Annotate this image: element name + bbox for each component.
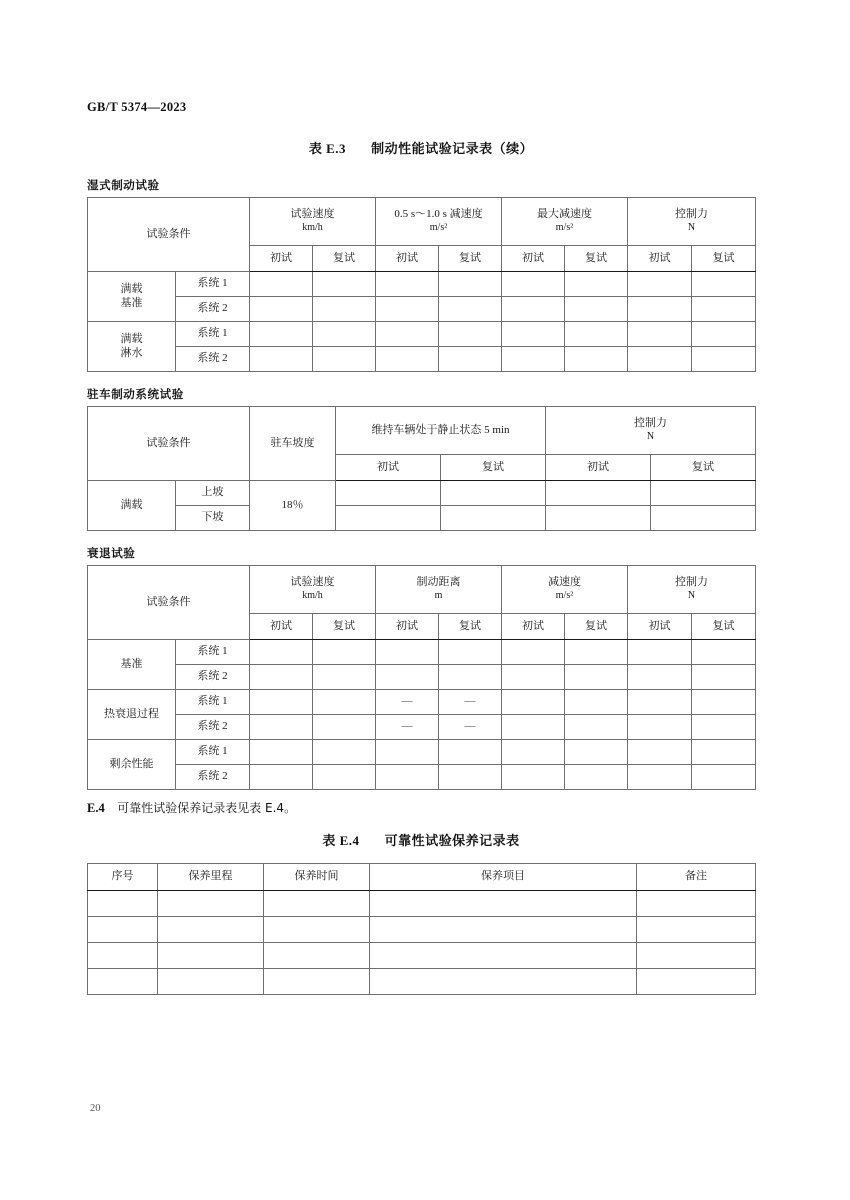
wet-brake-system-label: 系统 2 (176, 347, 250, 372)
data-cell[interactable] (502, 665, 565, 690)
fade-test-col-control-force-unit: N (687, 590, 696, 602)
fade-test-system-label: 系统 1 (176, 640, 250, 665)
fade-test-subheader: 复试 (692, 614, 756, 640)
data-cell[interactable] (637, 891, 756, 917)
table-row (88, 506, 756, 531)
data-cell[interactable] (439, 765, 502, 790)
data-cell[interactable] (250, 322, 313, 347)
data-cell[interactable] (313, 665, 376, 690)
fade-test-system-label: 系统 2 (176, 665, 250, 690)
data-cell[interactable] (637, 943, 756, 969)
data-cell[interactable] (376, 740, 439, 765)
table-e3-caption (87, 138, 755, 157)
data-cell[interactable] (370, 943, 637, 969)
data-cell[interactable] (370, 969, 637, 995)
data-cell[interactable] (158, 891, 264, 917)
wet-brake-system-label: 系统 2 (176, 297, 250, 322)
fade-test-col-control-force (628, 566, 756, 614)
table-row (88, 765, 756, 790)
wet-brake-col-max-decel-title: 最大减速度 (537, 208, 592, 221)
wet-brake-row-group-label-line2: 淋水 (120, 346, 143, 359)
maintenance-record-table (87, 863, 756, 995)
data-cell[interactable] (502, 272, 565, 297)
data-cell[interactable] (250, 715, 313, 740)
wet-brake-col-decel-window-unit: m/s² (429, 222, 448, 234)
data-cell[interactable] (651, 506, 756, 531)
fade-test-col-distance-title: 制动距离 (416, 576, 461, 589)
data-cell[interactable] (628, 640, 692, 665)
wet-brake-subheader: 初试 (502, 246, 565, 272)
wet-brake-subheader: 复试 (565, 246, 628, 272)
table-row (88, 891, 756, 917)
table-row (88, 917, 756, 943)
data-cell[interactable] (637, 917, 756, 943)
parking-brake-table (87, 406, 756, 531)
data-cell[interactable] (692, 322, 756, 347)
fade-test-table (87, 565, 756, 790)
wet-brake-col-speed (250, 198, 376, 246)
data-cell[interactable] (264, 917, 370, 943)
data-cell[interactable] (313, 347, 376, 372)
data-cell[interactable] (370, 891, 637, 917)
data-cell[interactable] (88, 943, 158, 969)
fade-test-subheader: 初试 (376, 614, 439, 640)
fade-test-row-group-label: 剩余性能 (88, 740, 176, 790)
data-cell[interactable] (439, 740, 502, 765)
data-cell[interactable] (692, 272, 756, 297)
wet-brake-row-group-label (88, 272, 176, 322)
wet-brake-col-max-decel (502, 198, 628, 246)
maintenance-header-remark: 备注 (637, 864, 756, 891)
data-cell[interactable] (692, 740, 756, 765)
data-cell[interactable] (336, 481, 441, 506)
fade-test-system-label: 系统 2 (176, 765, 250, 790)
data-cell[interactable] (565, 297, 628, 322)
data-cell[interactable] (158, 917, 264, 943)
wet-brake-row-group-label-line1: 满载 (120, 282, 143, 295)
data-cell[interactable] (264, 891, 370, 917)
fade-test-col-decel-title: 减速度 (548, 576, 581, 589)
maintenance-header-time: 保养时间 (264, 864, 370, 891)
parking-brake-condition-header: 试验条件 (88, 407, 250, 481)
wet-brake-row-group-label-line1: 满载 (120, 332, 143, 345)
data-cell[interactable] (250, 665, 313, 690)
data-cell[interactable] (313, 690, 376, 715)
data-cell[interactable] (565, 322, 628, 347)
data-cell[interactable] (376, 347, 439, 372)
table-row (88, 640, 756, 665)
data-cell[interactable] (628, 690, 692, 715)
data-cell[interactable] (502, 322, 565, 347)
data-cell[interactable] (250, 272, 313, 297)
fade-test-row-group-label: 基准 (88, 640, 176, 690)
data-cell[interactable] (439, 272, 502, 297)
data-cell[interactable] (546, 506, 651, 531)
data-cell[interactable] (376, 640, 439, 665)
table-row (88, 481, 756, 506)
data-cell[interactable] (370, 917, 637, 943)
table-row (88, 322, 756, 347)
wet-brake-subheader: 初试 (376, 246, 439, 272)
table-row (88, 297, 756, 322)
wet-brake-col-decel-window (376, 198, 502, 246)
parking-brake-hold-header: 维持车辆处于静止状态 5 min (336, 407, 546, 455)
data-cell[interactable] (628, 322, 692, 347)
data-cell[interactable] (637, 969, 756, 995)
data-cell[interactable] (313, 740, 376, 765)
data-cell[interactable] (628, 665, 692, 690)
data-cell[interactable] (376, 765, 439, 790)
parking-brake-subheader: 初试 (336, 455, 441, 481)
parking-brake-subheader: 初试 (546, 455, 651, 481)
data-cell[interactable] (651, 481, 756, 506)
data-cell[interactable] (313, 322, 376, 347)
table-e4-caption-title: 可靠性试验保养记录表 (384, 834, 520, 849)
fade-test-system-label: 系统 1 (176, 690, 250, 715)
wet-brake-col-max-decel-unit: m/s² (555, 222, 574, 234)
parking-brake-slope-value: 18％ (250, 481, 336, 531)
maintenance-header-mileage: 保养里程 (158, 864, 264, 891)
data-cell[interactable] (502, 347, 565, 372)
parking-brake-direction-label: 下坡 (176, 506, 250, 531)
standard-number-header: GB/T 5374—2023 (87, 100, 187, 114)
maintenance-header-item: 保养项目 (370, 864, 637, 891)
table-e4-caption (87, 830, 755, 849)
data-cell[interactable] (158, 969, 264, 995)
data-cell[interactable] (376, 665, 439, 690)
data-cell-not-applicable: — (376, 715, 439, 740)
data-cell[interactable] (250, 347, 313, 372)
wet-brake-col-decel-window-title: 0.5 s～1.0 s 减速度 (394, 208, 483, 221)
fade-test-col-distance (376, 566, 502, 614)
section-e4-paragraph (87, 799, 755, 816)
fade-test-subheader: 复试 (565, 614, 628, 640)
data-cell[interactable] (502, 765, 565, 790)
data-cell[interactable] (692, 347, 756, 372)
parking-brake-force-header-unit: N (646, 431, 655, 443)
data-cell[interactable] (692, 715, 756, 740)
fade-test-col-distance-unit: m (434, 590, 443, 602)
table-row (88, 943, 756, 969)
fade-test-col-decel-unit: m/s² (555, 590, 574, 602)
data-cell[interactable] (692, 297, 756, 322)
data-cell[interactable] (565, 690, 628, 715)
data-cell[interactable] (439, 322, 502, 347)
table-row (88, 969, 756, 995)
data-cell[interactable] (264, 969, 370, 995)
data-cell[interactable] (565, 715, 628, 740)
fade-test-col-speed-title: 试验速度 (290, 576, 335, 589)
data-cell-not-applicable: — (376, 690, 439, 715)
data-cell[interactable] (250, 640, 313, 665)
table-e4-caption-prefix: 表 E.4 (322, 833, 360, 848)
wet-brake-col-speed-title: 试验速度 (290, 208, 335, 221)
fade-test-system-label: 系统 2 (176, 715, 250, 740)
data-cell[interactable] (441, 506, 546, 531)
fade-test-subheader: 复试 (313, 614, 376, 640)
parking-brake-force-header (546, 407, 756, 455)
fade-test-section-label: 衰退试验 (87, 546, 136, 560)
data-cell[interactable] (313, 715, 376, 740)
fade-test-subheader: 初试 (628, 614, 692, 640)
wet-brake-table (87, 197, 756, 372)
data-cell[interactable] (565, 765, 628, 790)
data-cell[interactable] (565, 665, 628, 690)
parking-brake-subheader: 复试 (651, 455, 756, 481)
page-number: 20 (90, 1103, 101, 1114)
table-e3-caption-prefix: 表 E.3 (308, 141, 346, 156)
fade-test-row-group-label: 热衰退过程 (88, 690, 176, 740)
fade-test-subheader: 初试 (502, 614, 565, 640)
data-cell[interactable] (250, 765, 313, 790)
data-cell[interactable] (250, 297, 313, 322)
wet-brake-col-control-force-unit: N (687, 222, 696, 234)
data-cell[interactable] (336, 506, 441, 531)
fade-test-col-speed-unit: km/h (302, 590, 323, 602)
data-cell-not-applicable: — (439, 715, 502, 740)
section-e4-number: E.4 (87, 801, 105, 815)
parking-brake-row-label: 满载 (88, 481, 176, 531)
parking-brake-direction-label: 上坡 (176, 481, 250, 506)
data-cell[interactable] (439, 297, 502, 322)
wet-brake-system-label: 系统 1 (176, 272, 250, 297)
data-cell[interactable] (502, 690, 565, 715)
data-cell[interactable] (628, 272, 692, 297)
data-cell[interactable] (158, 943, 264, 969)
data-cell[interactable] (88, 917, 158, 943)
data-cell[interactable] (565, 740, 628, 765)
data-cell[interactable] (313, 297, 376, 322)
data-cell[interactable] (264, 943, 370, 969)
data-cell[interactable] (88, 969, 158, 995)
data-cell[interactable] (313, 272, 376, 297)
data-cell[interactable] (628, 347, 692, 372)
data-cell[interactable] (502, 297, 565, 322)
data-cell[interactable] (376, 322, 439, 347)
parking-brake-force-header-title: 控制力 (634, 417, 667, 430)
data-cell[interactable] (565, 640, 628, 665)
data-cell[interactable] (692, 765, 756, 790)
wet-brake-subheader: 初试 (250, 246, 313, 272)
wet-brake-section-label: 湿式制动试验 (87, 178, 160, 192)
data-cell[interactable] (546, 481, 651, 506)
parking-brake-section-label: 驻车制动系统试验 (87, 387, 184, 401)
wet-brake-subheader: 初试 (628, 246, 692, 272)
fade-test-subheader: 初试 (250, 614, 313, 640)
data-cell[interactable] (692, 640, 756, 665)
fade-test-condition-header: 试验条件 (88, 566, 250, 640)
maintenance-header-index: 序号 (88, 864, 158, 891)
table-row (88, 690, 756, 715)
data-cell[interactable] (628, 715, 692, 740)
data-cell[interactable] (628, 765, 692, 790)
table-e3-caption-title: 制动性能试验记录表（续） (371, 142, 534, 157)
data-cell[interactable] (502, 640, 565, 665)
wet-brake-col-speed-unit: km/h (302, 222, 323, 234)
data-cell[interactable] (250, 690, 313, 715)
data-cell[interactable] (313, 765, 376, 790)
data-cell[interactable] (628, 297, 692, 322)
fade-test-subheader: 复试 (439, 614, 502, 640)
wet-brake-subheader: 复试 (313, 246, 376, 272)
table-row (88, 665, 756, 690)
section-e4-text: 可靠性试验保养记录表见表 E.4。 (117, 801, 297, 815)
table-row (88, 715, 756, 740)
parking-brake-slope-header: 驻车坡度 (250, 407, 336, 481)
data-cell[interactable] (376, 272, 439, 297)
wet-brake-subheader: 复试 (692, 246, 756, 272)
wet-brake-col-control-force (628, 198, 756, 246)
wet-brake-system-label: 系统 1 (176, 322, 250, 347)
data-cell[interactable] (502, 715, 565, 740)
data-cell[interactable] (692, 665, 756, 690)
wet-brake-col-control-force-title: 控制力 (675, 208, 708, 221)
data-cell[interactable] (502, 740, 565, 765)
data-cell[interactable] (376, 297, 439, 322)
data-cell[interactable] (692, 690, 756, 715)
data-cell[interactable] (250, 740, 313, 765)
table-row (88, 740, 756, 765)
fade-test-col-control-force-title: 控制力 (675, 576, 708, 589)
table-row (88, 347, 756, 372)
wet-brake-condition-header: 试验条件 (88, 198, 250, 272)
wet-brake-row-group-label (88, 322, 176, 372)
data-cell[interactable] (628, 740, 692, 765)
data-cell-not-applicable: — (439, 690, 502, 715)
data-cell[interactable] (439, 640, 502, 665)
data-cell[interactable] (313, 640, 376, 665)
data-cell[interactable] (441, 481, 546, 506)
data-cell[interactable] (565, 272, 628, 297)
fade-test-system-label: 系统 1 (176, 740, 250, 765)
wet-brake-row-group-label-line2: 基准 (120, 296, 143, 309)
data-cell[interactable] (565, 347, 628, 372)
data-cell[interactable] (88, 891, 158, 917)
table-row (88, 272, 756, 297)
data-cell[interactable] (439, 665, 502, 690)
fade-test-col-speed (250, 566, 376, 614)
fade-test-col-decel (502, 566, 628, 614)
wet-brake-subheader: 复试 (439, 246, 502, 272)
parking-brake-subheader: 复试 (441, 455, 546, 481)
data-cell[interactable] (439, 347, 502, 372)
